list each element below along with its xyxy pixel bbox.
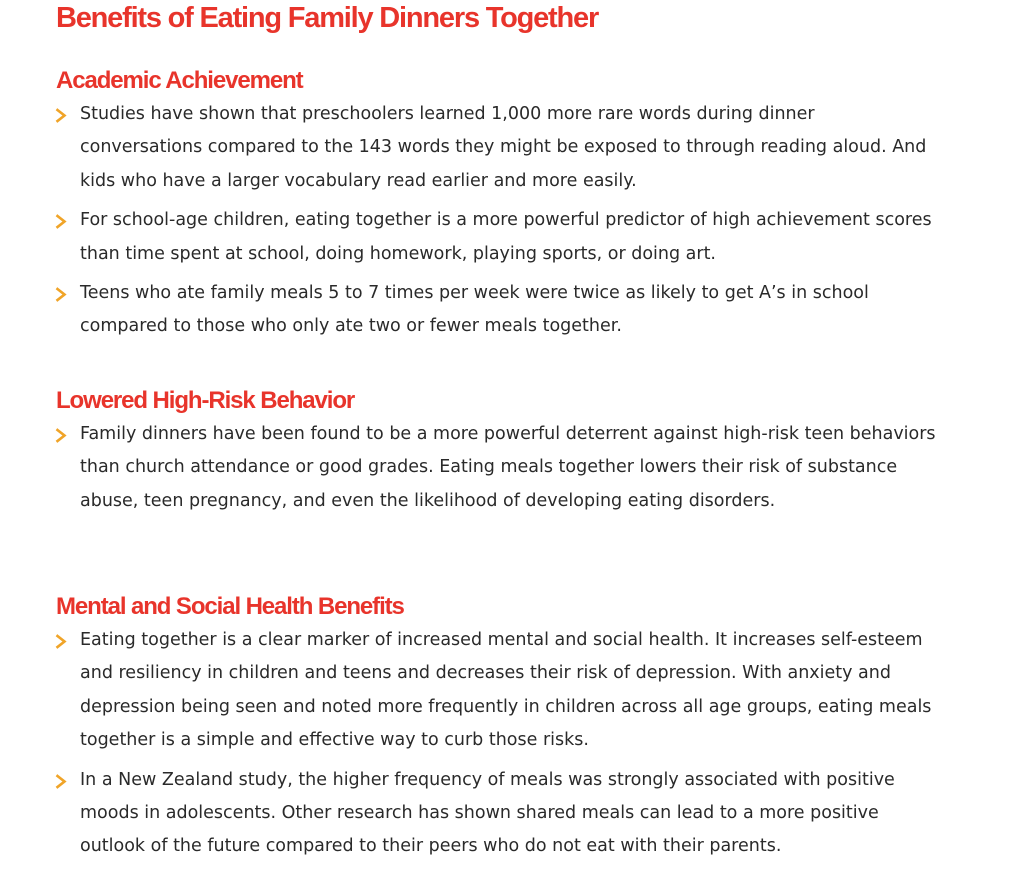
bullet-text: Studies have shown that preschoolers learned 1,000 more rare words during dinner conversations compared to the 143 words they might be exposed to through reading aloud. And kids who have a larger vocabulary read earlier and more easily. (80, 104, 927, 191)
list-item (56, 764, 956, 864)
section-mental-social-health (56, 592, 956, 864)
bullet-text: Teens who ate family meals 5 to 7 times per week were twice as likely to get A’s in school compared to those who only ate two or fewer meals together. (80, 283, 869, 337)
bullet-list (56, 98, 956, 344)
chevron-right-icon (55, 634, 68, 649)
bullet-text: Eating together is a clear marker of increased mental and social health. It increases self-esteem and resiliency in children and teens and decreases their risk of depression. With anxiety and depression being seen and noted more frequently in children across all age groups, eating meals together is a simple and effective way to curb those risks. (80, 630, 932, 751)
list-item (56, 204, 956, 271)
list-item (56, 277, 956, 344)
chevron-right-icon (55, 287, 68, 302)
section-lowered-high-risk-behavior (56, 386, 956, 518)
section-heading: Lowered High-Risk Behavior (56, 387, 355, 414)
bullet-text: Family dinners have been found to be a more powerful deterrent against high-risk teen behaviors than church attendance or good grades. Eating meals together lowers their risk of substance abuse, teen pregnancy, and even the likelihood of developing eating disorders. (80, 424, 936, 511)
page-title: Benefits of Eating Family Dinners Together (56, 2, 599, 34)
chevron-right-icon (55, 774, 68, 789)
list-item (56, 624, 956, 758)
section-academic-achievement (56, 66, 956, 344)
list-item (56, 418, 956, 518)
section-heading: Mental and Social Health Benefits (56, 593, 404, 620)
bullet-list (56, 624, 956, 864)
bullet-text: For school-age children, eating together is a more powerful predictor of high achievement scores than time spent at school, doing homework, playing sports, or doing art. (80, 210, 932, 264)
chevron-right-icon (55, 214, 68, 229)
section-heading: Academic Achievement (56, 67, 303, 94)
bullet-list (56, 418, 956, 518)
chevron-right-icon (55, 428, 68, 443)
list-item (56, 98, 956, 198)
bullet-text: In a New Zealand study, the higher frequency of meals was strongly associated with positive moods in adolescents. Other research has shown shared meals can lead to a more positive outlook of the future compared to their peers who do not eat with their parents. (80, 769, 895, 857)
chevron-right-icon (55, 108, 68, 123)
